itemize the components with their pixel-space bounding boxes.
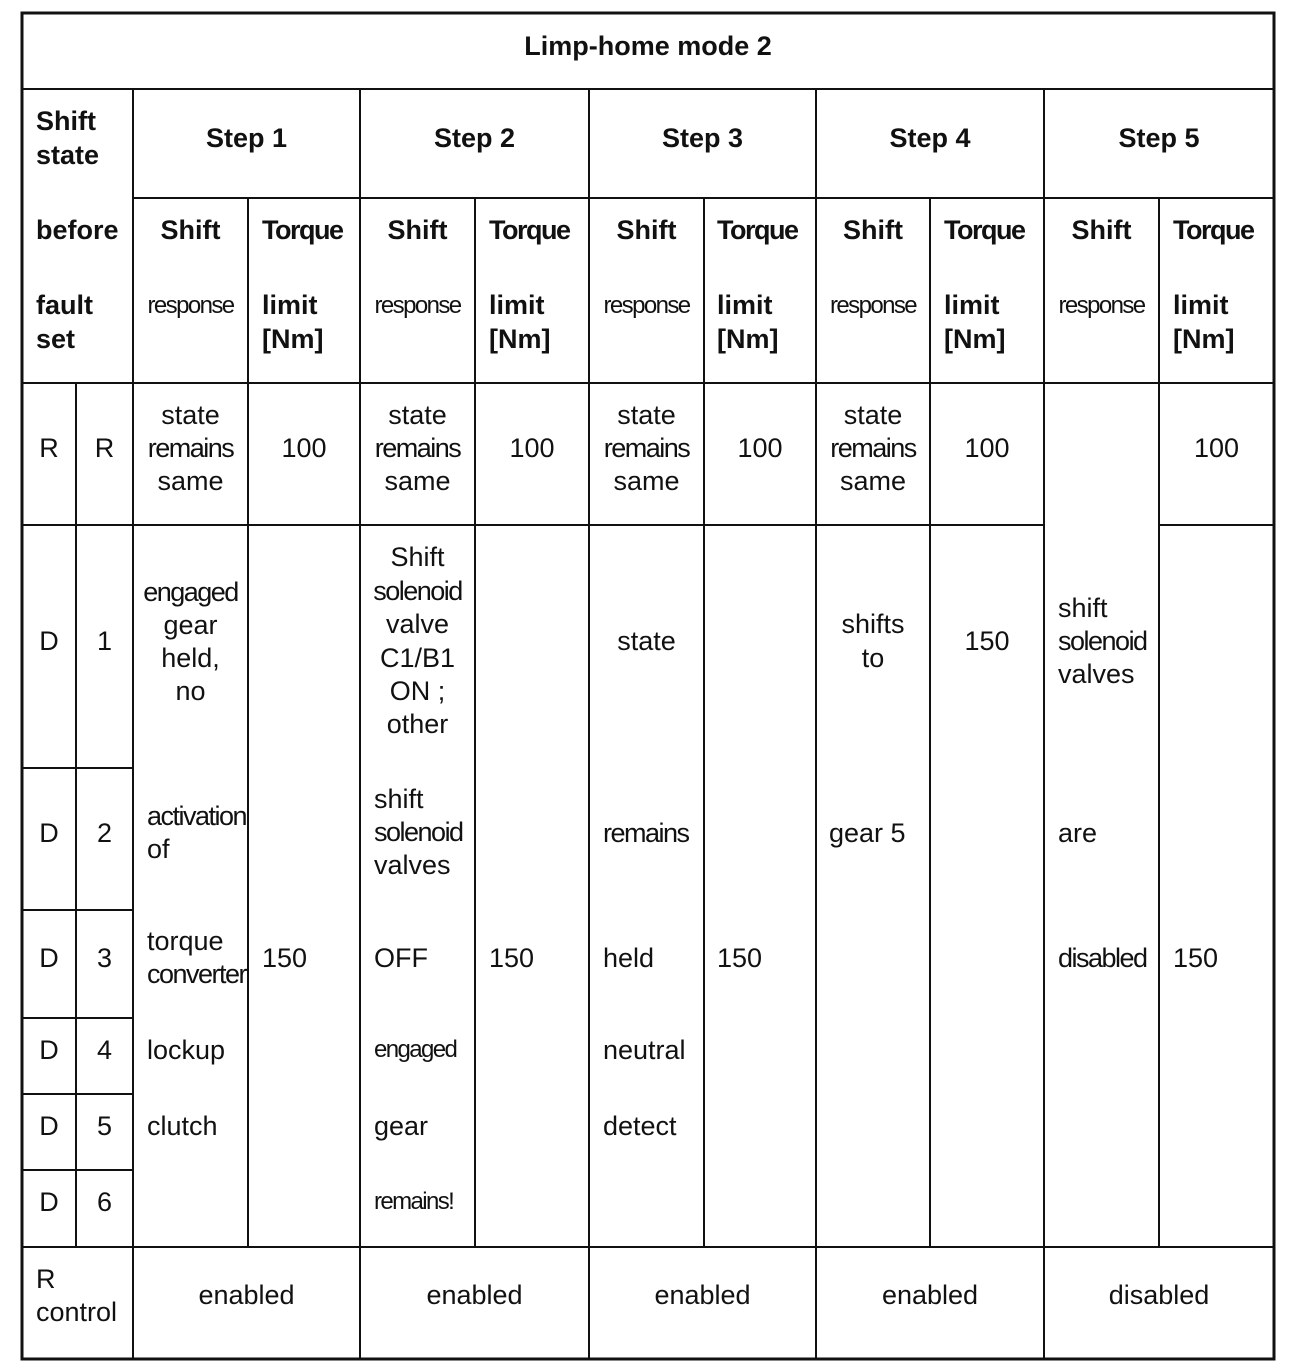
step-5-unit-header: [Nm] [1173, 324, 1235, 354]
row-d3-gear: 3 [96, 943, 113, 973]
r-step1-response: remains [147, 433, 234, 463]
step-4-unit-header: [Nm] [944, 324, 1006, 354]
d-step5-torque: 150 [1173, 943, 1219, 973]
step-5-limit-header: limit [1173, 290, 1229, 320]
r-step4-response: remains [830, 433, 916, 463]
d-step4-torque: 150 [964, 626, 1010, 656]
d-step2-response: remains! [374, 1188, 454, 1215]
d-step4-response: to [861, 643, 885, 673]
row-header-set: set [36, 324, 76, 354]
step-3-shift-header: Shift [616, 215, 677, 245]
row-d5-state: D [39, 1111, 59, 1141]
r-step1-torque: 100 [281, 433, 327, 463]
d-step2-response: C1/B1 [379, 643, 456, 673]
d-step2-response: other [386, 709, 449, 739]
r-step3-torque: 100 [737, 433, 783, 463]
row-d6-gear: 6 [96, 1187, 113, 1217]
d-step2-response: solenoid [374, 817, 463, 847]
r-control-step4: enabled [881, 1280, 979, 1310]
step-1-shift-header: Shift [160, 215, 221, 245]
row-d1-gear: 1 [96, 626, 113, 656]
step-4-shift-header: Shift [843, 215, 903, 245]
r-step2-response: same [384, 466, 451, 496]
d-step5-response: are [1058, 818, 1098, 848]
d-step3-response: neutral [603, 1035, 686, 1065]
r-step2-response: state [388, 400, 447, 430]
d-step2-response: gear [374, 1111, 429, 1141]
d-step1-torque: 150 [262, 943, 308, 973]
step-5-header: Step 5 [1118, 123, 1200, 153]
r-control-step2: enabled [426, 1280, 523, 1310]
d-step3-torque: 150 [717, 943, 763, 973]
d-step1-response: gear [163, 610, 218, 640]
d-step1-response: of [147, 834, 170, 864]
r-step1-response: state [161, 400, 220, 430]
d-step5-response: solenoid [1058, 626, 1147, 656]
d-step5-response: shift [1058, 593, 1108, 623]
d-step1-response: activation [147, 801, 247, 831]
d-step1-response: held, [161, 643, 220, 673]
d-step5-response: disabled [1058, 943, 1147, 973]
step-1-unit-header: [Nm] [262, 324, 324, 354]
step-1-response-header: response [147, 292, 234, 319]
row-d1-state: D [39, 626, 59, 656]
row-header-state: state [36, 140, 100, 170]
d-step2-response: shift [374, 784, 424, 814]
row-header-fault: fault [36, 290, 93, 320]
row-d2-gear: 2 [96, 818, 113, 848]
step-3-torque-header: Torque [717, 215, 798, 245]
step-1-torque-header: Torque [262, 215, 343, 245]
r-step3-response: state [617, 400, 676, 430]
r-control-label: R [36, 1264, 56, 1294]
r-step4-response: state [843, 400, 903, 430]
row-r-gear: R [94, 433, 115, 463]
d-step4-response: gear 5 [829, 818, 906, 848]
r-step3-response: same [613, 466, 680, 496]
step-2-torque-header: Torque [489, 215, 570, 245]
d-step3-response: state [617, 626, 676, 656]
step-2-unit-header: [Nm] [489, 324, 551, 354]
d-step2-response: OFF [374, 943, 428, 973]
d-step1-response: torque [147, 926, 224, 956]
row-d3-state: D [39, 943, 59, 973]
d-step2-response: Shift [390, 542, 445, 572]
d-step2-response: engaged [374, 1036, 457, 1063]
step-3-header: Step 3 [661, 123, 744, 153]
d-step1-response: no [175, 676, 206, 706]
d-step1-response: converter [147, 959, 247, 989]
row-d4-state: D [39, 1035, 59, 1065]
step-4-limit-header: limit [944, 290, 1000, 320]
d-step4-response: shifts [841, 609, 905, 639]
d-step2-response: valve [385, 609, 450, 639]
row-d2-state: D [39, 818, 59, 848]
row-d4-gear: 4 [96, 1035, 113, 1065]
d-step2-torque: 150 [489, 943, 535, 973]
step-3-limit-header: limit [717, 290, 773, 320]
step-5-torque-header: Torque [1173, 215, 1254, 245]
d-step2-response: valves [374, 850, 451, 880]
d-step1-response: engaged [143, 577, 238, 607]
step-4-torque-header: Torque [944, 215, 1025, 245]
r-step5-torque: 100 [1193, 433, 1240, 463]
step-5-response-header: response [1058, 292, 1145, 319]
step-1-header: Step 1 [205, 123, 288, 153]
step-3-response-header: response [603, 292, 690, 319]
r-step1-response: same [157, 466, 224, 496]
row-r-state: R [39, 433, 59, 463]
table-title: Limp-home mode 2 [524, 31, 772, 61]
d-step3-response: remains [603, 818, 689, 848]
step-5-shift-header: Shift [1071, 215, 1132, 245]
step-4-response-header: response [830, 292, 916, 319]
step-1-limit-header: limit [262, 290, 318, 320]
step-2-shift-header: Shift [387, 215, 448, 245]
r-step3-response: remains [603, 433, 690, 463]
step-2-header: Step 2 [433, 123, 516, 153]
step-2-response-header: response [374, 292, 461, 319]
d-step5-response: valves [1058, 659, 1135, 689]
row-d6-state: D [39, 1187, 59, 1217]
d-step3-response: held [603, 943, 655, 973]
r-step4-torque: 100 [964, 433, 1010, 463]
row-d5-gear: 5 [96, 1111, 113, 1141]
step-2-limit-header: limit [489, 290, 545, 320]
row-header-before: before [36, 215, 119, 245]
r-step2-torque: 100 [509, 433, 555, 463]
r-control-step1: enabled [198, 1280, 295, 1310]
r-step2-response: remains [374, 433, 461, 463]
d-step3-response: detect [603, 1111, 677, 1141]
r-control-step5: disabled [1108, 1280, 1210, 1310]
d-step1-response: lockup [147, 1035, 226, 1065]
r-control-step3: enabled [654, 1280, 751, 1310]
r-control-label: control [36, 1297, 118, 1327]
d-step2-response: ON ; [389, 676, 446, 706]
row-header-shift: Shift [36, 106, 96, 136]
d-step2-response: solenoid [373, 576, 462, 606]
r-step4-response: same [839, 466, 907, 496]
step-3-unit-header: [Nm] [717, 324, 779, 354]
d-step1-response: clutch [147, 1111, 218, 1141]
step-4-header: Step 4 [889, 123, 971, 153]
